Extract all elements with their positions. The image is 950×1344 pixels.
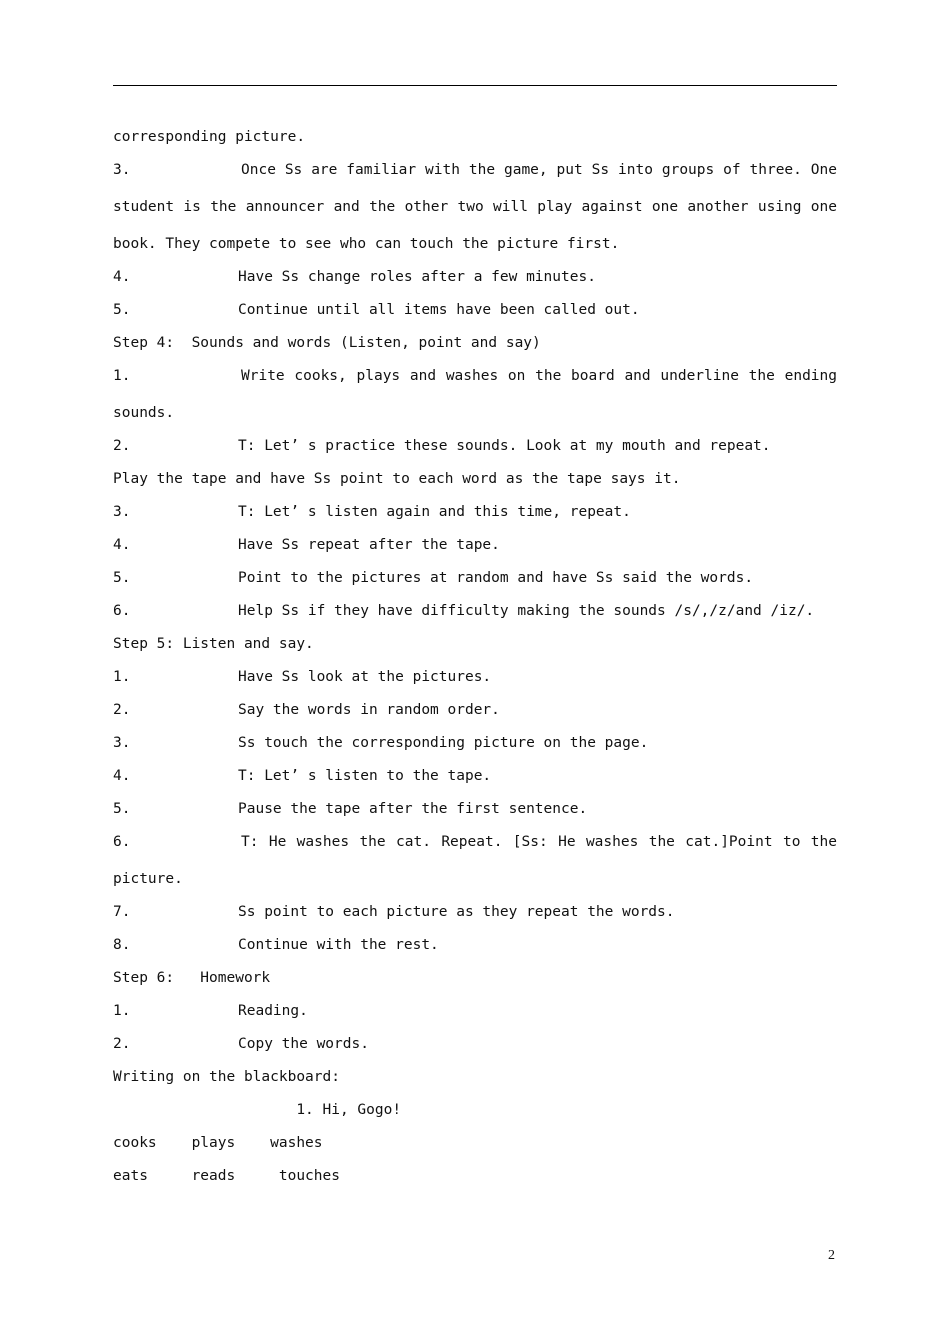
document-line	[113, 568, 837, 601]
list-number: 2.	[113, 438, 131, 454]
line-text: 1. Hi, Gogo!	[113, 1102, 402, 1118]
line-text: T: He washes the cat. Repeat. [Ss: He washes the cat.]Point to the	[241, 834, 837, 850]
document-line	[113, 436, 837, 469]
line-text: Reading.	[238, 1003, 308, 1019]
list-number: 3.	[113, 162, 131, 178]
list-number: 6.	[113, 834, 131, 850]
list-number: 1.	[113, 368, 131, 384]
list-number: 7.	[113, 904, 131, 920]
line-text: Pause the tape after the first sentence.	[238, 801, 588, 817]
document-line	[113, 1100, 837, 1133]
line-text: Step 5: Listen and say.	[113, 636, 314, 652]
line-text: sounds.	[113, 405, 175, 421]
line-text: Ss touch the corresponding picture on the page.	[238, 735, 649, 751]
list-number: 1.	[113, 669, 131, 685]
document-line	[113, 1166, 837, 1199]
document-line	[113, 733, 837, 766]
line-text: book. They compete to see who can touch the picture first.	[113, 236, 620, 252]
line-text: Continue until all items have been called out.	[238, 302, 640, 318]
list-number: 8.	[113, 937, 131, 953]
line-text: Have Ss look at the pictures.	[238, 669, 492, 685]
list-number: 4.	[113, 768, 131, 784]
document-line	[113, 869, 837, 902]
list-number: 1.	[113, 1003, 131, 1019]
document-line	[113, 300, 837, 333]
document-line	[113, 832, 837, 869]
line-text: T: Let’ s listen to the tape.	[238, 768, 492, 784]
document-line	[113, 403, 837, 436]
document-line	[113, 366, 837, 403]
document-line	[113, 667, 837, 700]
document-line	[113, 935, 837, 968]
document-line	[113, 267, 837, 300]
line-text: corresponding picture.	[113, 129, 306, 145]
list-number: 5.	[113, 801, 131, 817]
list-number: 2.	[113, 1036, 131, 1052]
document-line	[113, 197, 837, 234]
list-number: 4.	[113, 537, 131, 553]
document-line	[113, 535, 837, 568]
document-line	[113, 601, 837, 634]
line-text: Step 4: Sounds and words (Listen, point and say)	[113, 335, 541, 351]
list-number: 2.	[113, 702, 131, 718]
page-number: 2	[828, 1248, 835, 1263]
list-number: 4.	[113, 269, 131, 285]
list-number: 6.	[113, 603, 131, 619]
document-line	[113, 1001, 837, 1034]
line-text: Point to the pictures at random and have Ss said the words.	[238, 570, 754, 586]
line-text: Write cooks, plays and washes on the board and underline the ending	[241, 368, 837, 384]
header-rule	[113, 85, 837, 86]
line-text: cooks plays washes	[113, 1135, 323, 1151]
document-line	[113, 1034, 837, 1067]
line-text: eats reads touches	[113, 1168, 340, 1184]
document-line	[113, 799, 837, 832]
line-text: T: Let’ s practice these sounds. Look at my mouth and repeat.	[238, 438, 771, 454]
line-text: Writing on the blackboard:	[113, 1069, 340, 1085]
document-line	[113, 766, 837, 799]
line-text: Have Ss repeat after the tape.	[238, 537, 500, 553]
document-line	[113, 160, 837, 197]
document-body	[113, 127, 837, 1199]
line-text: picture.	[113, 871, 183, 887]
document-line	[113, 634, 837, 667]
document-line	[113, 1133, 837, 1166]
line-text: Play the tape and have Ss point to each word as the tape says it.	[113, 471, 681, 487]
line-text: Have Ss change roles after a few minutes.	[238, 269, 596, 285]
document-line	[113, 968, 837, 1001]
document-line	[113, 1067, 837, 1100]
document-line	[113, 469, 837, 502]
document-line	[113, 234, 837, 267]
document-line	[113, 333, 837, 366]
list-number: 5.	[113, 302, 131, 318]
line-text: Step 6: Homework	[113, 970, 271, 986]
line-text: Once Ss are familiar with the game, put Ss into groups of three. One	[241, 162, 837, 178]
line-text: Ss point to each picture as they repeat the words.	[238, 904, 675, 920]
line-text: student is the announcer and the other two will play against one another using one	[113, 199, 837, 215]
line-text: T: Let’ s listen again and this time, repeat.	[238, 504, 631, 520]
document-line	[113, 902, 837, 935]
document-line	[113, 502, 837, 535]
line-text: Help Ss if they have difficulty making the sounds /s/,/z/and /iz/.	[238, 603, 815, 619]
line-text: Continue with the rest.	[238, 937, 439, 953]
line-text: Copy the words.	[238, 1036, 369, 1052]
list-number: 5.	[113, 570, 131, 586]
list-number: 3.	[113, 504, 131, 520]
line-text: Say the words in random order.	[238, 702, 500, 718]
list-number: 3.	[113, 735, 131, 751]
document-line	[113, 127, 837, 160]
document-line	[113, 700, 837, 733]
